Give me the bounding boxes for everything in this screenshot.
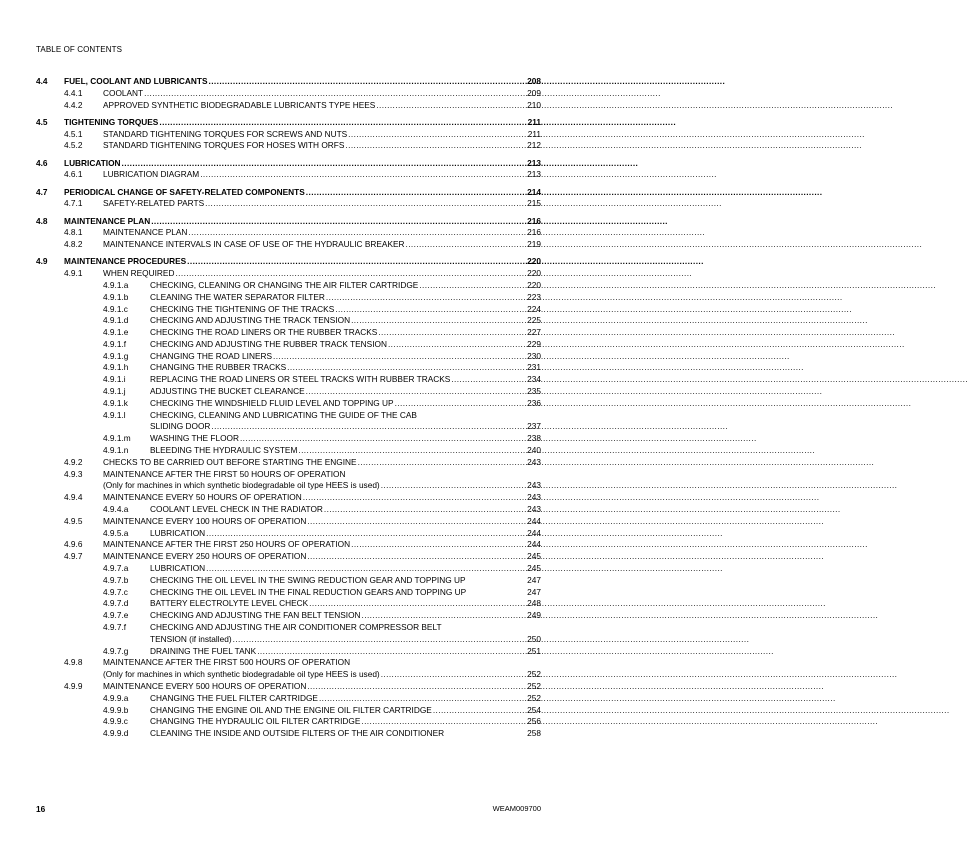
toc-entry-page: 240 — [527, 445, 541, 456]
toc-entry-row[interactable] — [36, 169, 541, 181]
toc-entry-page: 237 — [527, 421, 541, 432]
toc-dot-leader — [143, 88, 511, 100]
toc-entry-page: 256 — [527, 716, 541, 727]
toc-dot-leader — [350, 539, 511, 551]
toc-entry-page: 243 — [527, 492, 541, 503]
table-of-contents — [36, 76, 541, 740]
toc-entry-page: 223 — [527, 291, 541, 302]
toc-entry-title: CHECKING THE OIL LEVEL IN THE FINAL REDUCTION GEARS AND TOPPING UP — [150, 586, 467, 597]
toc-entry-number: 4.4.1 — [64, 87, 83, 98]
toc-entry-page: 210 — [527, 99, 541, 110]
toc-entry-row[interactable] — [36, 622, 541, 634]
toc-entry-title: CHECKING AND ADJUSTING THE AIR CONDITIONER COMPRESSOR BELT — [150, 622, 442, 633]
toc-entry-title: CHECKING, CLEANING AND LUBRICATING THE GUIDE OF THE CAB — [150, 409, 417, 420]
toc-dot-leader — [121, 158, 511, 170]
toc-entry-page: 252 — [527, 669, 541, 680]
toc-entry-row[interactable] — [36, 457, 541, 469]
toc-entry-title: MAINTENANCE EVERY 50 HOURS OF OPERATION — [103, 492, 302, 503]
toc-entry-row[interactable] — [36, 634, 541, 646]
toc-dot-leader — [208, 76, 512, 88]
toc-entry-title: MAINTENANCE EVERY 250 HOURS OF OPERATION — [103, 551, 307, 562]
toc-entry-number: 4.9.9.a — [103, 692, 129, 703]
toc-entry-title: MAINTENANCE PLAN — [103, 227, 188, 238]
toc-entry-number: 4.9.7.d — [103, 598, 129, 609]
toc-entry-page: 247 — [527, 586, 541, 597]
toc-dot-leader — [318, 693, 511, 705]
toc-entry-row[interactable] — [36, 575, 541, 587]
toc-entry-row[interactable] — [36, 657, 541, 669]
toc-entry-number: 4.9.1.g — [103, 350, 129, 361]
toc-dot-leader — [377, 327, 511, 339]
toc-entry-title: DRAINING THE FUEL TANK — [150, 645, 257, 656]
toc-entry-title: CHECKING, CLEANING OR CHANGING THE AIR FILTER CARTRIDGE — [150, 279, 419, 290]
toc-entry-row[interactable] — [36, 362, 541, 374]
toc-entry-number: 4.9.1.e — [103, 327, 129, 338]
toc-entry-title: SLIDING DOOR — [150, 421, 211, 432]
toc-entry-title: CHANGING THE HYDRAULIC OIL FILTER CARTRIDGE — [150, 716, 361, 727]
toc-dot-leader — [205, 528, 511, 540]
toc-entry-page: 249 — [527, 610, 541, 621]
toc-entry-page: 216 — [527, 227, 541, 238]
toc-dot-leader — [360, 716, 511, 728]
toc-entry-title: CHECKING THE ROAD LINERS OR THE RUBBER TRACKS — [150, 327, 378, 338]
toc-entry-number: 4.9.4.a — [103, 504, 129, 515]
toc-entry-number: 4.9.1.b — [103, 291, 129, 302]
toc-entry-number: 4.9.7.a — [103, 563, 129, 574]
toc-entry-title: CHECKING THE WINDSHIELD FLUID LEVEL AND TOPPING UP — [150, 397, 394, 408]
toc-dot-leader — [272, 351, 511, 363]
toc-entry-number: 4.9.1.k — [103, 397, 128, 408]
toc-entry-title: WHEN REQUIRED — [103, 268, 175, 279]
toc-section-row[interactable] — [36, 256, 541, 268]
toc-entry-row[interactable] — [36, 728, 541, 740]
toc-entry-page: 254 — [527, 704, 541, 715]
toc-entry-row[interactable] — [36, 681, 541, 693]
toc-entry-page: 252 — [527, 692, 541, 703]
toc-entry-title: MAINTENANCE PLAN — [64, 215, 151, 226]
toc-entry-page: 248 — [527, 598, 541, 609]
toc-entry-page: 234 — [527, 374, 541, 385]
toc-dot-leader — [204, 198, 511, 210]
toc-entry-number: 4.5.2 — [64, 140, 83, 151]
toc-section-row[interactable] — [36, 76, 541, 88]
toc-entry-row[interactable] — [36, 129, 541, 141]
toc-dot-leader — [344, 140, 511, 152]
toc-dot-leader — [325, 292, 511, 304]
toc-dot-leader — [174, 268, 511, 280]
toc-entry-title: BATTERY ELECTROLYTE LEVEL CHECK — [150, 598, 309, 609]
toc-entry-page: 219 — [527, 239, 541, 250]
toc-dot-leader — [256, 646, 511, 658]
page-number: 16 — [36, 804, 46, 814]
toc-entry-number: 4.9.7.g — [103, 645, 129, 656]
toc-entry-number: 4.9.1.c — [103, 303, 128, 314]
toc-entry-page: 252 — [527, 681, 541, 691]
toc-dot-leader — [306, 551, 511, 563]
toc-entry-number: 4.9.1.d — [103, 315, 129, 326]
toc-entry-number: 4.9.1.j — [103, 386, 126, 397]
toc-entry-row[interactable] — [36, 646, 541, 658]
toc-entry-number: 4.9.1.a — [103, 279, 129, 290]
toc-entry-row[interactable] — [36, 304, 541, 316]
toc-entry-row[interactable] — [36, 539, 541, 551]
toc-entry-page: 213 — [527, 169, 541, 180]
toc-entry-page: 216 — [527, 215, 541, 226]
toc-entry-page: 258 — [527, 728, 541, 739]
toc-entry-page: 250 — [527, 633, 541, 644]
toc-entry-row[interactable] — [36, 351, 541, 363]
toc-entry-page: 211 — [527, 116, 541, 127]
toc-dot-leader — [150, 216, 511, 228]
toc-entry-title: CHECKING AND ADJUSTING THE RUBBER TRACK TENSION — [150, 338, 387, 349]
toc-entry-title: CHANGING THE ENGINE OIL AND THE ENGINE OIL FILTER CARTRIDGE — [150, 704, 432, 715]
toc-entry-number: 4.9.1 — [64, 268, 83, 279]
toc-entry-page: 211 — [527, 128, 541, 139]
toc-section-row[interactable] — [36, 187, 541, 199]
toc-entry-title: FUEL, COOLANT AND LUBRICANTS — [64, 76, 208, 86]
toc-entry-title: (Only for machines in which synthetic biodegradable oil type HEES is used) — [103, 480, 380, 491]
toc-entry-page: 238 — [527, 433, 541, 444]
toc-entry-page: 245 — [527, 563, 541, 574]
toc-dot-leader — [375, 100, 511, 112]
toc-dot-leader — [308, 598, 511, 610]
toc-dot-leader — [239, 433, 511, 445]
toc-dot-leader — [350, 315, 511, 327]
toc-entry-page: 213 — [527, 157, 541, 168]
toc-entry-number: 4.4 — [36, 76, 48, 86]
document-code: WEAM009700 — [492, 804, 541, 813]
toc-entry-row[interactable] — [36, 339, 541, 351]
toc-dot-leader — [347, 129, 511, 141]
toc-entry-number: 4.8.1 — [64, 227, 83, 238]
toc-dot-leader — [432, 705, 511, 717]
toc-dot-leader — [380, 480, 511, 492]
toc-entry-title: STANDARD TIGHTENING TORQUES FOR SCREWS AND NUTS — [103, 128, 348, 139]
toc-entry-title: MAINTENANCE EVERY 500 HOURS OF OPERATION — [103, 681, 307, 691]
toc-entry-title: (Only for machines in which synthetic biodegradable oil type HEES is used) — [103, 669, 380, 680]
toc-entry-row[interactable] — [36, 239, 541, 251]
toc-entry-number: 4.9.5 — [64, 515, 83, 526]
toc-entry-row[interactable] — [36, 386, 541, 398]
toc-dot-leader — [361, 610, 511, 622]
toc-dot-leader — [187, 227, 511, 239]
toc-entry-page: 244 — [527, 515, 541, 526]
toc-entry-title: MAINTENANCE AFTER THE FIRST 500 HOURS OF OPERATION — [103, 657, 351, 668]
toc-entry-title: CHECKS TO BE CARRIED OUT BEFORE STARTING THE ENGINE — [103, 456, 357, 467]
toc-entry-title: MAINTENANCE EVERY 100 HOURS OF OPERATION — [103, 515, 307, 526]
toc-entry-page: 215 — [527, 198, 541, 209]
toc-entry-title: COOLANT — [103, 87, 144, 98]
toc-entry-row[interactable] — [36, 516, 541, 528]
toc-entry-row[interactable] — [36, 669, 541, 681]
toc-entry-page: 230 — [527, 350, 541, 361]
toc-entry-number: 4.5 — [36, 116, 48, 127]
toc-entry-number: 4.9.2 — [64, 456, 83, 467]
toc-entry-number: 4.9.5.a — [103, 527, 129, 538]
toc-entry-row[interactable] — [36, 140, 541, 152]
toc-entry-title: CHECKING AND ADJUSTING THE TRACK TENSION — [150, 315, 351, 326]
toc-entry-title: TENSION (if installed) — [150, 633, 232, 644]
toc-entry-row[interactable] — [36, 716, 541, 728]
toc-entry-title: CHECKING THE TIGHTENING OF THE TRACKS — [150, 303, 335, 314]
toc-entry-title: SAFETY-RELATED PARTS — [103, 198, 205, 209]
toc-entry-page: 227 — [527, 327, 541, 338]
toc-entry-number: 4.9.7 — [64, 551, 83, 562]
toc-entry-page: 245 — [527, 551, 541, 562]
toc-entry-page: 220 — [527, 268, 541, 279]
toc-entry-page: 220 — [527, 279, 541, 290]
toc-entry-number: 4.9.9.b — [103, 704, 129, 715]
toc-entry-page: 212 — [527, 140, 541, 151]
toc-entry-row[interactable] — [36, 705, 541, 717]
toc-entry-number: 4.9.9 — [64, 681, 83, 691]
toc-dot-leader — [302, 492, 511, 504]
toc-entry-row[interactable] — [36, 410, 541, 422]
toc-section-row[interactable] — [36, 158, 541, 170]
toc-entry-number: 4.9.1.l — [103, 409, 126, 420]
toc-entry-number: 4.9.1.h — [103, 362, 129, 373]
toc-entry-title: MAINTENANCE AFTER THE FIRST 250 HOURS OF OPERATION — [103, 539, 351, 550]
toc-dot-leader — [297, 445, 511, 457]
toc-entry-number: 4.9.1.i — [103, 374, 126, 385]
toc-entry-page: 208 — [527, 76, 541, 86]
toc-entry-title: MAINTENANCE INTERVALS IN CASE OF USE OF THE HYDRAULIC BREAKER — [103, 239, 405, 250]
toc-entry-row[interactable] — [36, 433, 541, 445]
toc-entry-row[interactable] — [36, 693, 541, 705]
toc-entry-row[interactable] — [36, 445, 541, 457]
toc-entry-title: CLEANING THE WATER SEPARATOR FILTER — [150, 291, 325, 302]
toc-entry-title: WASHING THE FLOOR — [150, 433, 239, 444]
toc-entry-title: LUBRICATION — [150, 527, 206, 538]
toc-entry-number: 4.6 — [36, 157, 48, 168]
toc-entry-title: LUBRICATION DIAGRAM — [103, 169, 200, 180]
toc-entry-title: MAINTENANCE AFTER THE FIRST 50 HOURS OF OPERATION — [103, 468, 346, 479]
toc-entry-row[interactable] — [36, 492, 541, 504]
toc-entry-number: 4.9.1.m — [103, 433, 131, 444]
toc-entry-title: BLEEDING THE HYDRAULIC SYSTEM — [150, 445, 298, 456]
toc-entry-title: CHANGING THE FUEL FILTER CARTRIDGE — [150, 692, 318, 703]
toc-entry-row[interactable] — [36, 563, 541, 575]
page-header-title: TABLE OF CONTENTS — [36, 45, 123, 54]
toc-entry-page: 247 — [527, 574, 541, 585]
toc-entry-page: 220 — [527, 256, 541, 267]
toc-dot-leader — [405, 239, 511, 251]
toc-entry-row[interactable] — [36, 421, 541, 433]
toc-entry-row[interactable] — [36, 610, 541, 622]
toc-entry-row[interactable] — [36, 504, 541, 516]
toc-entry-title: CHANGING THE ROAD LINERS — [150, 350, 273, 361]
toc-entry-row[interactable] — [36, 100, 541, 112]
toc-entry-row[interactable] — [36, 227, 541, 239]
toc-dot-leader — [305, 386, 511, 398]
toc-dot-leader — [323, 504, 511, 516]
toc-dot-leader — [286, 362, 511, 374]
toc-entry-page: 235 — [527, 386, 541, 397]
toc-entry-title: CHECKING THE OIL LEVEL IN THE SWING REDUCTION GEAR AND TOPPING UP — [150, 574, 466, 585]
toc-entry-title: STANDARD TIGHTENING TORQUES FOR HOSES WITH ORFS — [103, 140, 345, 151]
toc-entry-page: 244 — [527, 539, 541, 550]
toc-entry-number: 4.8 — [36, 215, 48, 226]
toc-entry-row[interactable] — [36, 587, 541, 599]
toc-entry-number: 4.9.3 — [64, 468, 83, 479]
toc-entry-number: 4.9.7.c — [103, 586, 128, 597]
toc-section-row[interactable] — [36, 117, 541, 129]
toc-entry-number: 4.4.2 — [64, 99, 83, 110]
toc-entry-row[interactable] — [36, 469, 541, 481]
toc-entry-row[interactable] — [36, 292, 541, 304]
toc-entry-title: LUBRICATION — [64, 157, 121, 168]
toc-dot-leader — [205, 563, 511, 575]
toc-entry-number: 4.9.7.e — [103, 610, 129, 621]
toc-entry-page: 209 — [527, 87, 541, 98]
toc-entry-page: 243 — [527, 504, 541, 515]
toc-entry-number: 4.9.8 — [64, 657, 83, 668]
toc-dot-leader — [199, 169, 511, 181]
toc-entry-number: 4.9.9.d — [103, 728, 129, 739]
toc-entry-page: 236 — [527, 397, 541, 408]
toc-entry-row[interactable] — [36, 198, 541, 210]
toc-entry-row[interactable] — [36, 88, 541, 100]
toc-entry-row[interactable] — [36, 327, 541, 339]
toc-entry-row[interactable] — [36, 598, 541, 610]
toc-entry-number: 4.9.9.c — [103, 716, 128, 727]
toc-dot-leader — [334, 304, 511, 316]
toc-dot-leader — [210, 421, 511, 433]
toc-dot-leader — [450, 374, 511, 386]
toc-dot-leader — [418, 280, 511, 292]
toc-dot-leader — [394, 398, 511, 410]
toc-entry-title: TIGHTENING TORQUES — [64, 116, 159, 127]
toc-entry-number: 4.9.6 — [64, 539, 83, 550]
toc-entry-title: PERIODICAL CHANGE OF SAFETY-RELATED COMPONENTS — [64, 186, 305, 197]
toc-entry-title: CHECKING AND ADJUSTING THE FAN BELT TENSION — [150, 610, 361, 621]
toc-entry-title: REPLACING THE ROAD LINERS OR STEEL TRACKS WITH RUBBER TRACKS — [150, 374, 451, 385]
toc-entry-title: APPROVED SYNTHETIC BIODEGRADABLE LUBRICANTS TYPE HEES — [103, 99, 376, 110]
toc-entry-number: 4.9.1.n — [103, 445, 129, 456]
toc-dot-leader — [186, 256, 511, 268]
toc-entry-row[interactable] — [36, 480, 541, 492]
toc-dot-leader — [305, 187, 511, 199]
toc-entry-number: 4.9.4 — [64, 492, 83, 503]
toc-section-row[interactable] — [36, 216, 541, 228]
toc-entry-number: 4.5.1 — [64, 128, 83, 139]
toc-entry-row[interactable] — [36, 528, 541, 540]
toc-dot-leader — [306, 681, 511, 693]
toc-entry-number: 4.9.7.f — [103, 622, 127, 633]
toc-entry-number: 4.7.1 — [64, 198, 83, 209]
toc-entry-number: 4.6.1 — [64, 169, 83, 180]
toc-entry-row[interactable] — [36, 551, 541, 563]
toc-dot-leader — [232, 634, 511, 646]
toc-entry-page: 229 — [527, 338, 541, 349]
toc-entry-number: 4.7 — [36, 186, 48, 197]
toc-entry-title: CHANGING THE RUBBER TRACKS — [150, 362, 287, 373]
toc-entry-page: 224 — [527, 303, 541, 314]
toc-entry-page: 225 — [527, 315, 541, 326]
toc-dot-leader — [306, 516, 511, 528]
toc-entry-number: 4.9 — [36, 256, 48, 267]
toc-entry-row[interactable] — [36, 268, 541, 280]
toc-entry-page: 243 — [527, 480, 541, 491]
toc-entry-page: 243 — [527, 456, 541, 467]
toc-dot-leader — [158, 117, 511, 129]
toc-entry-row[interactable] — [36, 398, 541, 410]
toc-entry-number: 4.8.2 — [64, 239, 83, 250]
toc-entry-title: MAINTENANCE PROCEDURES — [64, 256, 187, 267]
toc-entry-title: CLEANING THE INSIDE AND OUTSIDE FILTERS OF THE AIR CONDITIONER — [150, 728, 445, 739]
toc-entry-title: LUBRICATION — [150, 563, 206, 574]
toc-entry-number: 4.9.7.b — [103, 574, 129, 585]
toc-entry-row[interactable] — [36, 315, 541, 327]
toc-entry-title: ADJUSTING THE BUCKET CLEARANCE — [150, 386, 305, 397]
toc-entry-row[interactable] — [36, 280, 541, 292]
toc-entry-page: 244 — [527, 527, 541, 538]
toc-entry-row[interactable] — [36, 374, 541, 386]
toc-entry-title: COOLANT LEVEL CHECK IN THE RADIATOR — [150, 504, 323, 515]
toc-dot-leader — [357, 457, 511, 469]
toc-entry-number: 4.9.1.f — [103, 338, 127, 349]
toc-entry-page: 231 — [527, 362, 541, 373]
toc-entry-page: 251 — [527, 645, 541, 656]
toc-entry-page: 214 — [527, 186, 541, 197]
toc-dot-leader — [387, 339, 511, 351]
toc-dot-leader — [380, 669, 511, 681]
